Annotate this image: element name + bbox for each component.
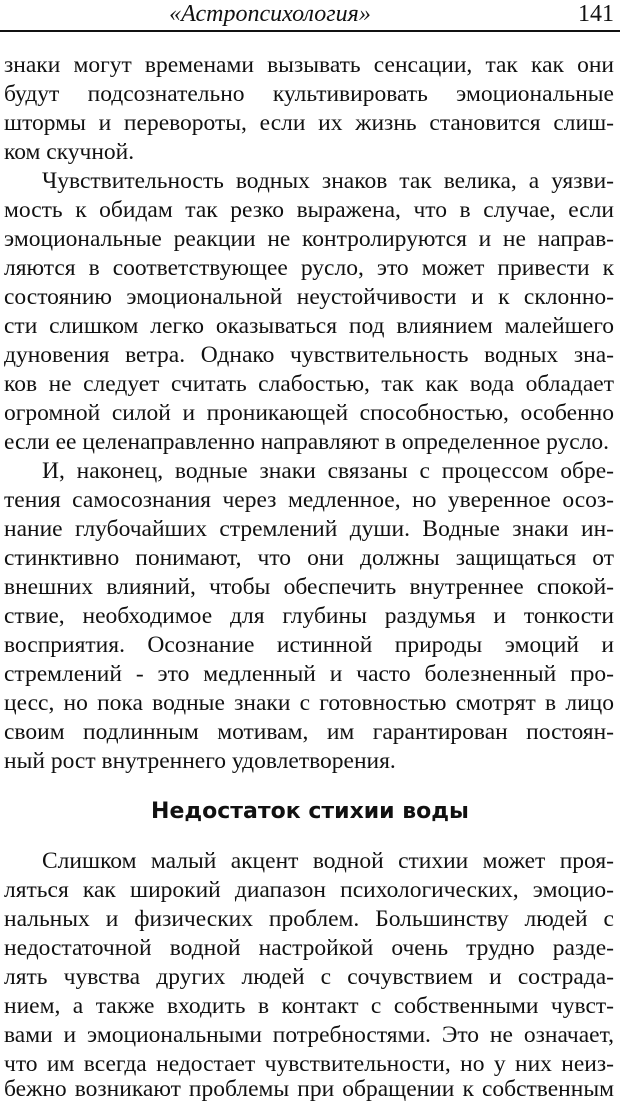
text-line: огромной силой и проникающей способностью, особенно [4,400,614,426]
text-line: эмоциональные реакции не контролируются и не направ- [4,226,614,252]
text-line: ков не следует считать слабостью, так как вода обладает [4,371,614,397]
text-line: нальных и физических проблем. Большинству людей с [4,906,614,932]
section-heading: Недостаток стихии воды [151,799,469,824]
text-line: стремлений - это медленный и часто болезненный про- [4,661,614,687]
text-line: что им всегда недостает чувствительности, но у них неиз- [4,1051,614,1077]
text-line: тения самосознания через медленное, но уверенное осоз- [4,487,614,513]
text-line: штормы и перевороты, если их жизнь становится слиш- [4,110,614,136]
text-line: стинктивно понимают, что они должны защищаться от [4,545,614,571]
running-header [0,0,620,30]
text-line: сти слишком легко оказываться под влиянием малейшего [4,313,614,339]
text-line: знаки могут временами вызывать сенсации, так как они [4,52,614,78]
text-line: нание глубочайших стремлений души. Водные знаки ин- [4,516,614,542]
text-line: своим подлинным мотивам, им гарантирован постоян- [4,719,614,745]
text-line: лять чувства других людей с сочувствием и сострада- [4,964,614,990]
text-line: ный рост внутреннего удовлетворения. [4,748,396,774]
header-rule [0,30,620,32]
text-line: ствие, необходимое для глубины раздумья и тонкости [4,603,614,629]
running-title: «Астропсихология» [169,1,371,27]
text-line: Чувствительность водных знаков так велика, а уязви- [42,168,614,194]
text-line: И, наконец, водные знаки связаны с процессом обре- [42,458,614,484]
text-line: ляться как широкий диапазон психологических, эмоцио- [4,877,614,903]
text-line: восприятия. Осознание истинной природы эмоций и [4,632,614,658]
text-line: ляются в соответствующее русло, это может привести к [4,255,614,281]
page-number: 141 [578,1,614,27]
text-line: Слишком малый акцент водной стихии может проя- [42,848,614,874]
text-line: внешних влияний, чтобы обеспечить внутреннее спокой- [4,574,614,600]
text-line: бежно возникают проблемы при обращении к собственным [4,1076,614,1102]
text-line: будут подсознательно культивировать эмоциональные [4,81,614,107]
text-line: нием, а также входить в контакт с собственными чувст- [4,993,614,1019]
text-line: ком скучной. [4,139,135,165]
text-line: если ее целенаправленно направляют в определенное русло. [4,429,610,455]
text-line: состоянию эмоциональной неустойчивости и к склонно- [4,284,614,310]
text-line: дуновения ветра. Однако чувствительность водных зна- [4,342,614,368]
text-line: вами и эмоциональными потребностями. Это не означает, [4,1022,614,1048]
text-line: мость к обидам так резко выражена, что в случае, если [4,197,614,223]
text-line: цесс, но пока водные знаки с готовностью смотрят в лицо [4,690,614,716]
text-line: недостаточной водной настройкой очень трудно разде- [4,935,614,961]
